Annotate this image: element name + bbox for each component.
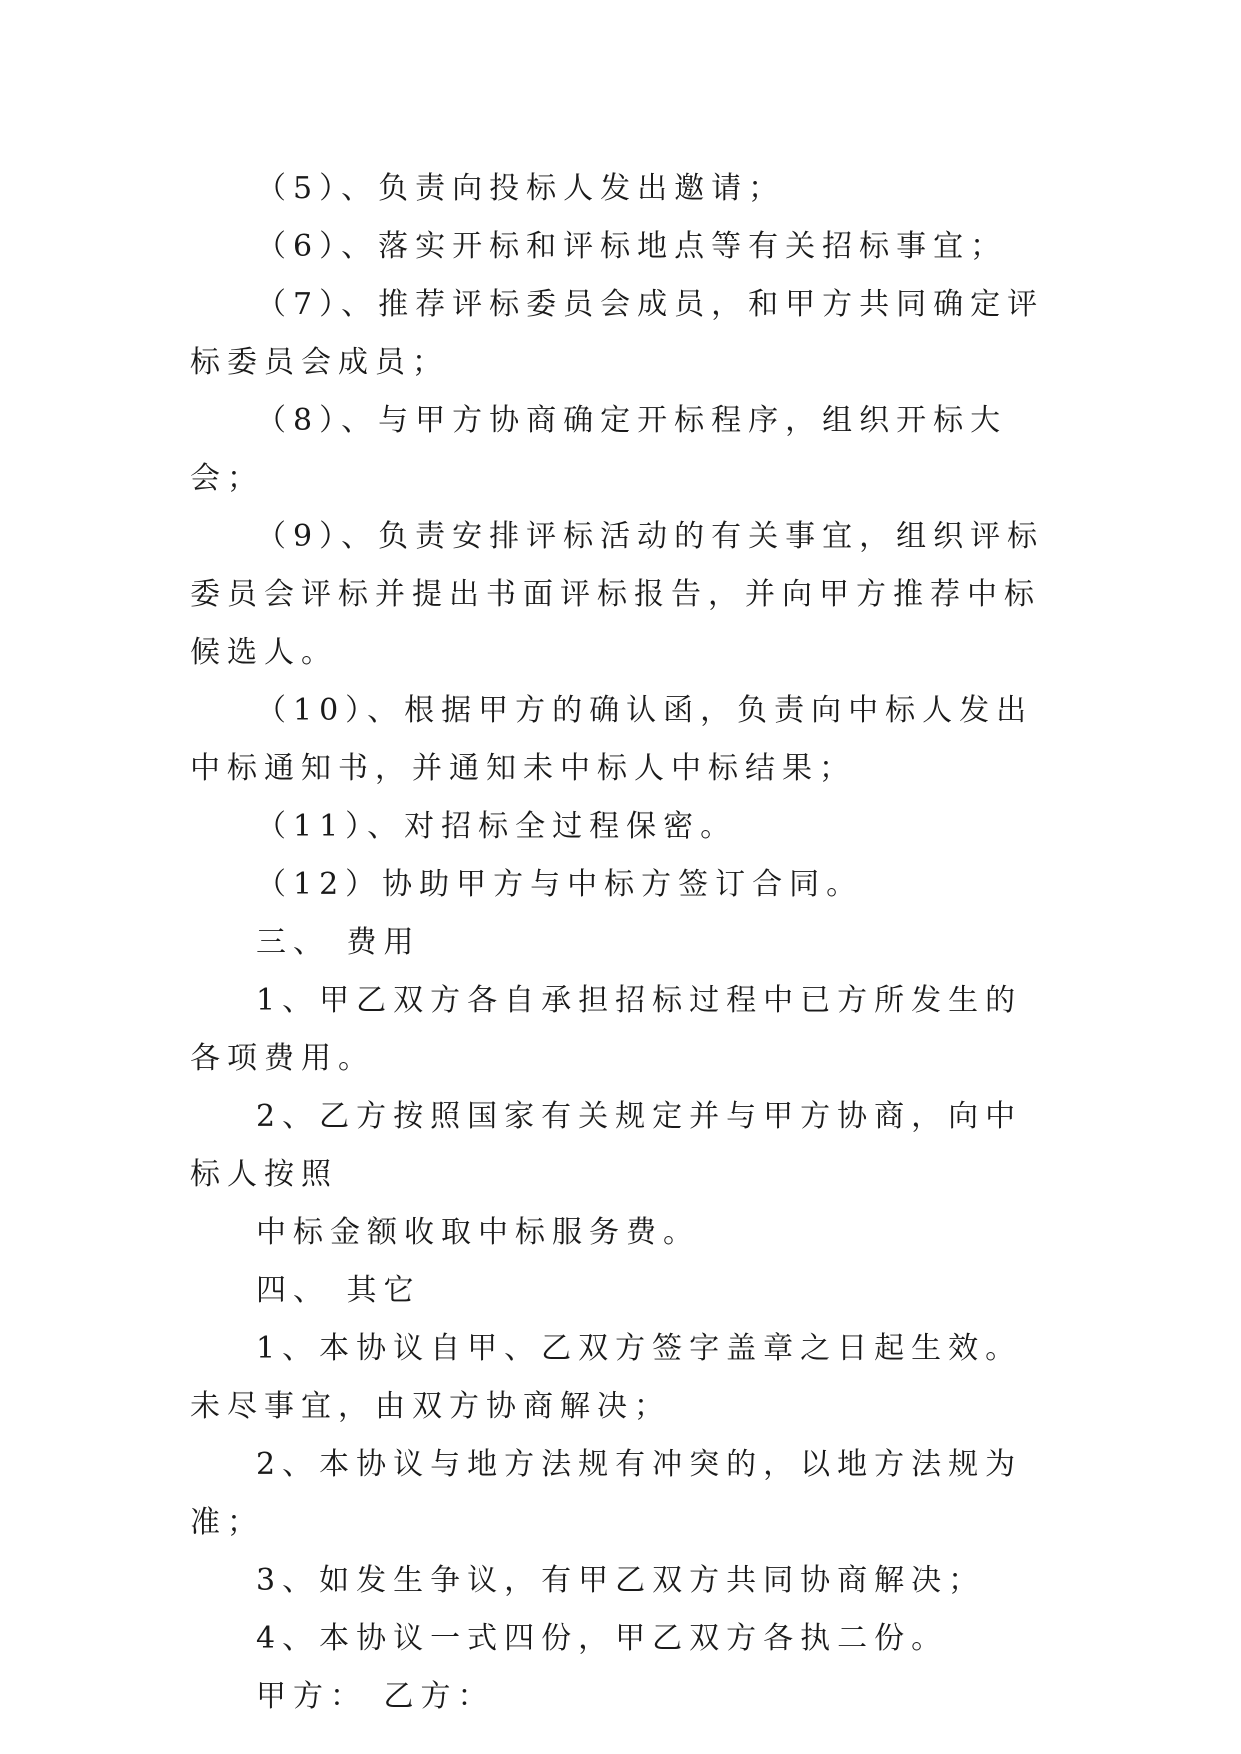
other-item-1: 1、本协议自甲、乙双方签字盖章之日起生效。未尽事宜，由双方协商解决；	[190, 1331, 1023, 1424]
fees-item-1: 1、甲乙双方各自承担招标过程中已方所发生的各项费用。	[190, 983, 1023, 1076]
clause-12: （12）协助甲方与中标方签订合同。	[256, 867, 864, 902]
clause-7: （7）、推荐评标委员会成员，和甲方共同确定评标委员会成员；	[190, 287, 1045, 380]
fees-item-2-continued: 中标金额收取中标服务费。	[256, 1215, 700, 1250]
section-heading-fees: 三、 费用	[256, 925, 421, 960]
other-item-2: 2、本协议与地方法规有冲突的，以地方法规为准；	[190, 1447, 1023, 1540]
signature-line: 甲方： 乙方：	[256, 1679, 495, 1714]
clause-5: （5）、负责向投标人发出邀请；	[256, 171, 786, 206]
other-item-4: 4、本协议一式四份，甲乙双方各执二份。	[256, 1621, 949, 1656]
section-heading-other: 四、 其它	[256, 1273, 421, 1308]
clause-11: （11）、对招标全过程保密。	[256, 809, 738, 844]
clause-6: （6）、落实开标和评标地点等有关招标事宜；	[256, 229, 1008, 264]
clause-9: （9）、负责安排评标活动的有关事宜，组织评标委员会评标并提出书面评标报告，并向甲方推荐中标候选人。	[190, 519, 1045, 670]
fees-item-2: 2、乙方按照国家有关规定并与甲方协商，向中标人按照	[190, 1099, 1023, 1192]
document-body	[190, 160, 1050, 1726]
clause-8: （8）、与甲方协商确定开标程序，组织开标大会；	[190, 403, 1008, 496]
clause-10: （10）、根据甲方的确认函，负责向中标人发出中标通知书，并通知未中标人中标结果；	[190, 693, 1034, 786]
other-item-3: 3、如发生争议，有甲乙双方共同协商解决；	[256, 1563, 986, 1598]
